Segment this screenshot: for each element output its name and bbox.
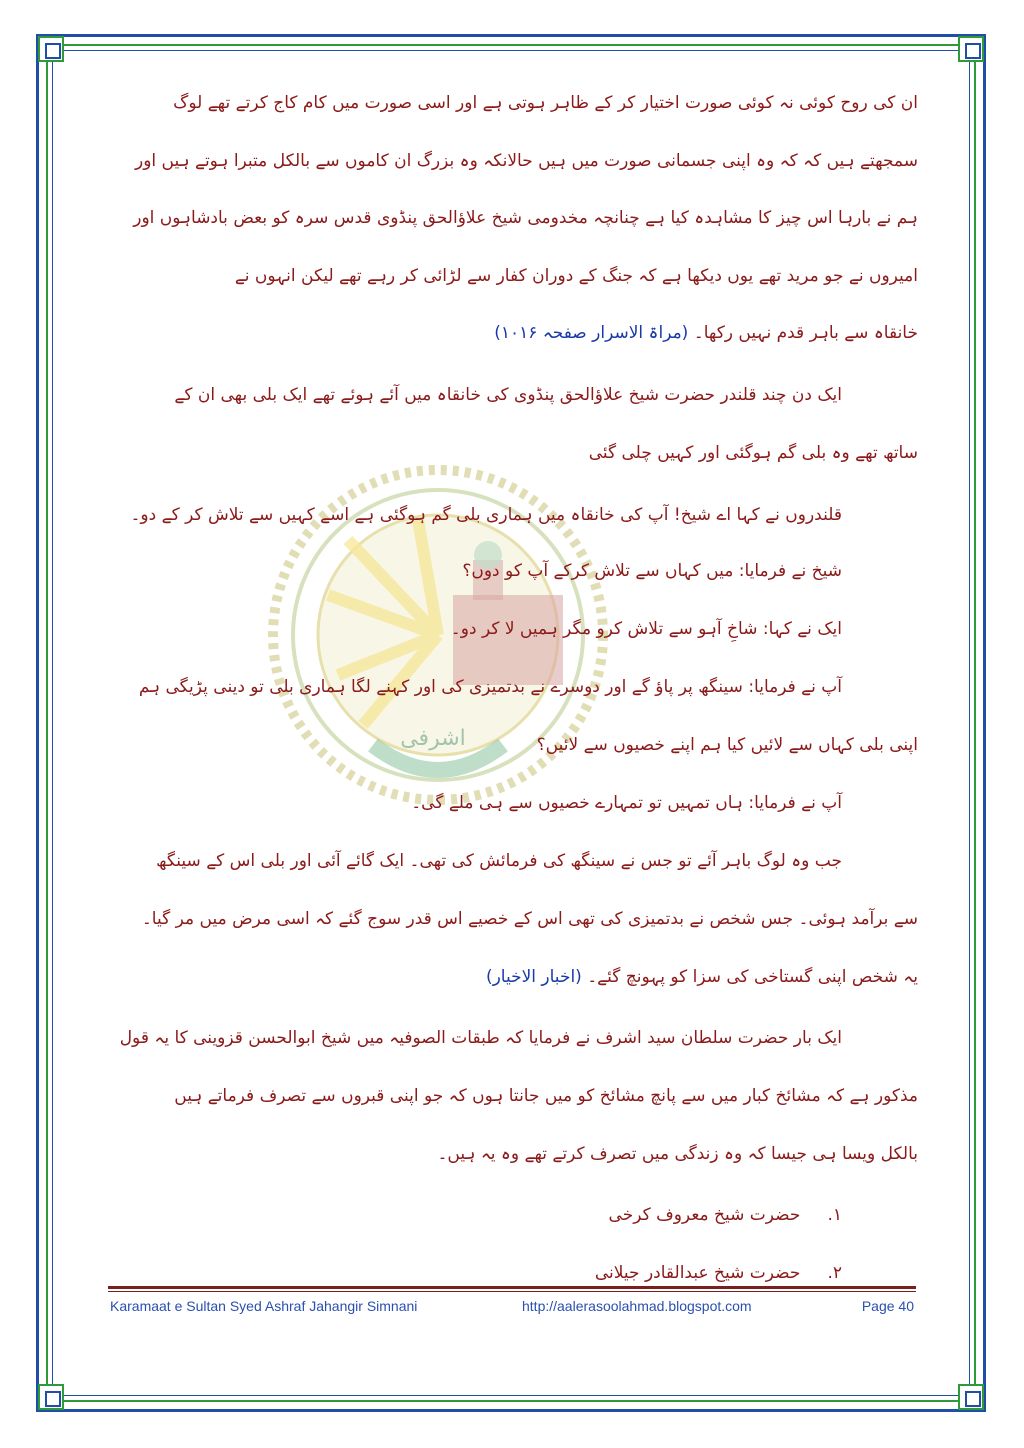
footer-book-title: Karamaat e Sultan Syed Ashraf Jahangir Simnani bbox=[110, 1298, 418, 1314]
body-line: اپنی بلی کہاں سے لائیں کیا ہم اپنے خصیوں سے لائیں؟ bbox=[536, 735, 918, 755]
body-text: یہ شخص اپنی گستاخی کی سزا کو پہونچ گئے۔ bbox=[587, 967, 918, 987]
footer-url-link[interactable]: http://aalerasoolahmad.blogspot.com bbox=[522, 1298, 752, 1314]
border-corner-ornament bbox=[958, 36, 984, 62]
body-line: مذکور ہے کہ مشائخ کبار میں سے پانچ مشائخ کو میں جانتا ہوں کہ جو اپنی قبروں سے تصرف فرماتے ہیں bbox=[174, 1086, 918, 1106]
footer-page-number: Page 40 bbox=[861, 1298, 914, 1314]
list-item bbox=[609, 1200, 842, 1230]
body-line: ہم نے بارہا اس چیز کا مشاہدہ کیا ہے چنانچہ مخدومی شیخ علاؤالحق پنڈوی قدس سرہ کو بعض بادشاہوں اور bbox=[133, 208, 918, 228]
page-footer bbox=[108, 1298, 916, 1322]
list-item bbox=[595, 1258, 842, 1288]
body-line: آپ نے فرمایا: سینگھ پر پاؤ گے اور دوسرے نے بدتمیزی کی اور کہنے لگا ہماری بلی تو دینی پڑیگی ہم bbox=[138, 677, 842, 697]
body-line: امیروں نے جو مرید تھے یوں دیکھا ہے کہ جنگ کے دوران کفار سے لڑائی کر رہے تھے لیکن انہوں نے bbox=[234, 266, 918, 286]
body-line: سے برآمد ہوئی۔ جس شخص نے بدتمیزی کی تھی اس کے خصیے اس قدر سوج گئے کہ اسی مرض میں مر گیا۔ bbox=[141, 909, 918, 929]
watermark-label: اشرفی bbox=[400, 726, 466, 751]
body-line: ساتھ تھے وہ بلی گم ہوگئی اور کہیں چلی گئی bbox=[588, 443, 918, 463]
body-line: ایک دن چند قلندر حضرت شیخ علاؤالحق پنڈوی کی خانقاہ میں آئے ہوئے تھے ایک بلی بھی ان کے bbox=[174, 385, 842, 405]
body-text: خانقاہ سے باہر قدم نہیں رکھا۔ bbox=[693, 323, 918, 343]
body-line-with-reference bbox=[486, 962, 918, 992]
body-line: سمجھتے ہیں کہ کہ وہ اپنی جسمانی صورت میں ہیں حالانکہ وہ بزرگ ان کاموں سے بالکل متبرا ہوتے ہیں اور bbox=[135, 151, 918, 171]
body-line: ان کی روح کوئی نہ کوئی صورت اختیار کر کے ظاہر ہوتی ہے اور اسی صورت میں کام کاج کرتے تھے لوگ bbox=[173, 93, 918, 113]
list-item-text: حضرت شیخ عبدالقادر جیلانی bbox=[594, 1263, 801, 1283]
border-corner-ornament bbox=[38, 36, 64, 62]
source-reference: (اخبار الاخیار) bbox=[485, 967, 582, 987]
body-line: آپ نے فرمایا: ہاں تمہیں تو تمہارے خصیوں سے ہی ملے گی۔ bbox=[411, 793, 842, 813]
body-line: قلندروں نے کہا اے شیخ! آپ کی خانقاہ میں ہماری بلی گم ہوگئی ہے اسے کہیں سے تلاش کر کے دو۔ bbox=[130, 505, 842, 525]
list-item-number: ۲. bbox=[827, 1263, 842, 1283]
body-line: ایک بار حضرت سلطان سید اشرف نے فرمایا کہ طبقات الصوفیہ میں شیخ ابوالحسن قزوینی کا یہ قول bbox=[119, 1028, 842, 1048]
body-line: ایک نے کہا: شاخِ آہو سے تلاش کرو مگر ہمیں لا کر دو۔ bbox=[450, 619, 842, 639]
border-corner-ornament bbox=[958, 1384, 984, 1410]
body-line: جب وہ لوگ باہر آئے تو جس نے سینگھ کی فرمائش کی تھی۔ ایک گائے آئی اور بلی اس کے سینگھ bbox=[156, 851, 842, 871]
body-line: بالکل ویسا ہی جیسا کہ وہ زندگی میں تصرف کرتے تھے وہ یہ ہیں۔ bbox=[437, 1144, 918, 1164]
footer-divider-thin bbox=[108, 1291, 916, 1292]
border-corner-ornament bbox=[38, 1384, 64, 1410]
source-reference: (مراۃ الاسرار صفحہ ۱۰۱۶) bbox=[494, 323, 689, 343]
body-line-with-reference bbox=[494, 318, 918, 348]
list-item-number: ۱. bbox=[827, 1205, 842, 1225]
list-item-text: حضرت شیخ معروف کرخی bbox=[608, 1205, 801, 1225]
footer-divider bbox=[108, 1286, 916, 1289]
body-line: شیخ نے فرمایا: میں کہاں سے تلاش کرکے آپ کو دوں؟ bbox=[462, 561, 842, 581]
